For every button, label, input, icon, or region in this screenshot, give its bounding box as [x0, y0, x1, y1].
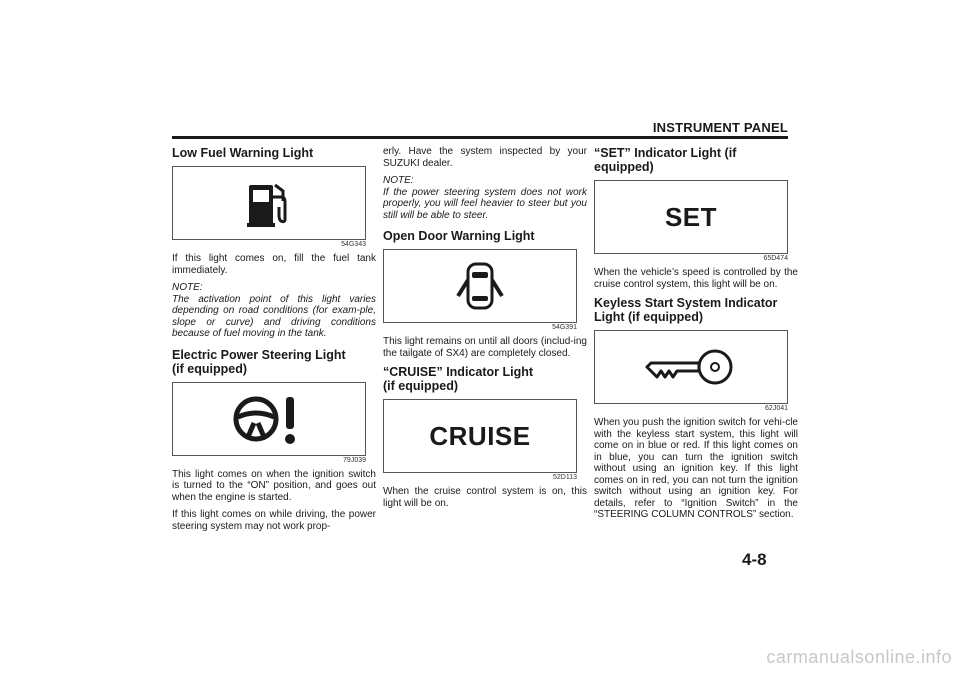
- column-3: [594, 146, 798, 527]
- figure-code: 65D474: [763, 255, 788, 262]
- cruise-figure: [383, 399, 577, 473]
- eps-body-2: If this light comes on while driving, the power steering system may not work prop-: [172, 509, 376, 532]
- note-label: NOTE:: [383, 175, 414, 186]
- figure-code: 62J041: [765, 405, 788, 412]
- eps-note: [383, 175, 587, 221]
- fuel-pump-icon: [241, 175, 297, 231]
- eps-body-1: This light comes on when the ignition switch is turned to the “ON” position, and goes out when the engine is started.: [172, 468, 376, 503]
- steering-wheel-warning-icon: [224, 389, 314, 449]
- page-number: 4-8: [742, 550, 767, 569]
- keyless-figure: [594, 330, 788, 404]
- eps-figure: [172, 382, 366, 456]
- low-fuel-note: [172, 282, 376, 340]
- set-body: When the vehicle’s speed is controlled by the cruise control system, this light will be on.: [594, 267, 798, 290]
- low-fuel-body: If this light comes on, fill the fuel tank immediately.: [172, 253, 376, 276]
- cruise-heading-line1: “CRUISE” Indicator Light: [383, 365, 533, 379]
- page-header-title: INSTRUMENT PANEL: [652, 120, 788, 135]
- open-door-car-icon: [450, 256, 510, 316]
- set-indicator-label: SET: [664, 201, 718, 232]
- column-2: [383, 146, 587, 515]
- figure-code: 52D113: [552, 474, 577, 481]
- eps-heading-line2: (if equipped): [172, 361, 247, 376]
- key-icon: [643, 342, 739, 392]
- note-label: NOTE:: [172, 282, 203, 293]
- note-text: If the power steering system does not work properly, you will feel heavier to steer but you still will be able to steer.: [383, 186, 587, 221]
- open-door-heading: Open Door Warning Light: [383, 229, 535, 243]
- figure-code: 79J039: [343, 456, 366, 464]
- keyless-heading-line1: Keyless Start System Indicator: [594, 296, 778, 310]
- keyless-heading-line2: Light (if equipped): [594, 310, 704, 324]
- watermark: carmanualsonline.info: [766, 647, 952, 667]
- eps-heading-line1: Electric Power Steering Light: [172, 347, 346, 362]
- open-door-figure: [383, 249, 577, 323]
- figure-code: 54G391: [552, 324, 577, 331]
- column-1: [172, 146, 376, 538]
- figure-code: 54G343: [341, 241, 366, 248]
- note-text: The activation point of this light varies depending on road conditions (for exam-ple, slope or curve) and driving conditions because of fuel moving in the tank.: [172, 293, 376, 339]
- header-rule: [172, 136, 788, 139]
- cruise-heading: [383, 365, 587, 393]
- set-figure: [594, 180, 788, 254]
- low-fuel-heading: Low Fuel Warning Light: [172, 146, 314, 160]
- cruise-heading-line2: (if equipped): [383, 379, 458, 393]
- eps-heading: [172, 348, 376, 376]
- cruise-indicator-label: CRUISE: [429, 420, 531, 451]
- open-door-body: This light remains on until all doors (includ-ing the tailgate of SX4) are completely closed.: [383, 336, 587, 359]
- low-fuel-figure: [172, 166, 366, 240]
- set-heading: “SET” Indicator Light (if equipped): [594, 146, 737, 174]
- keyless-heading: [594, 296, 798, 324]
- cruise-body: When the cruise control system is on, this light will be on.: [383, 486, 587, 509]
- eps-body-3: erly. Have the system inspected by your SUZUKI dealer.: [383, 146, 587, 169]
- keyless-body: When you push the ignition switch for vehi-cle with the keyless start system, this light will come on in blue or red. If this light comes on in blue, you can turn the ignition switch without using an ignition key. If this light comes on in red, you can not turn the ignition switch without using an ignition key. For details, refer to “Ignition Switch” in the “STEERING COLUMN CONTROLS” section.: [594, 417, 798, 520]
